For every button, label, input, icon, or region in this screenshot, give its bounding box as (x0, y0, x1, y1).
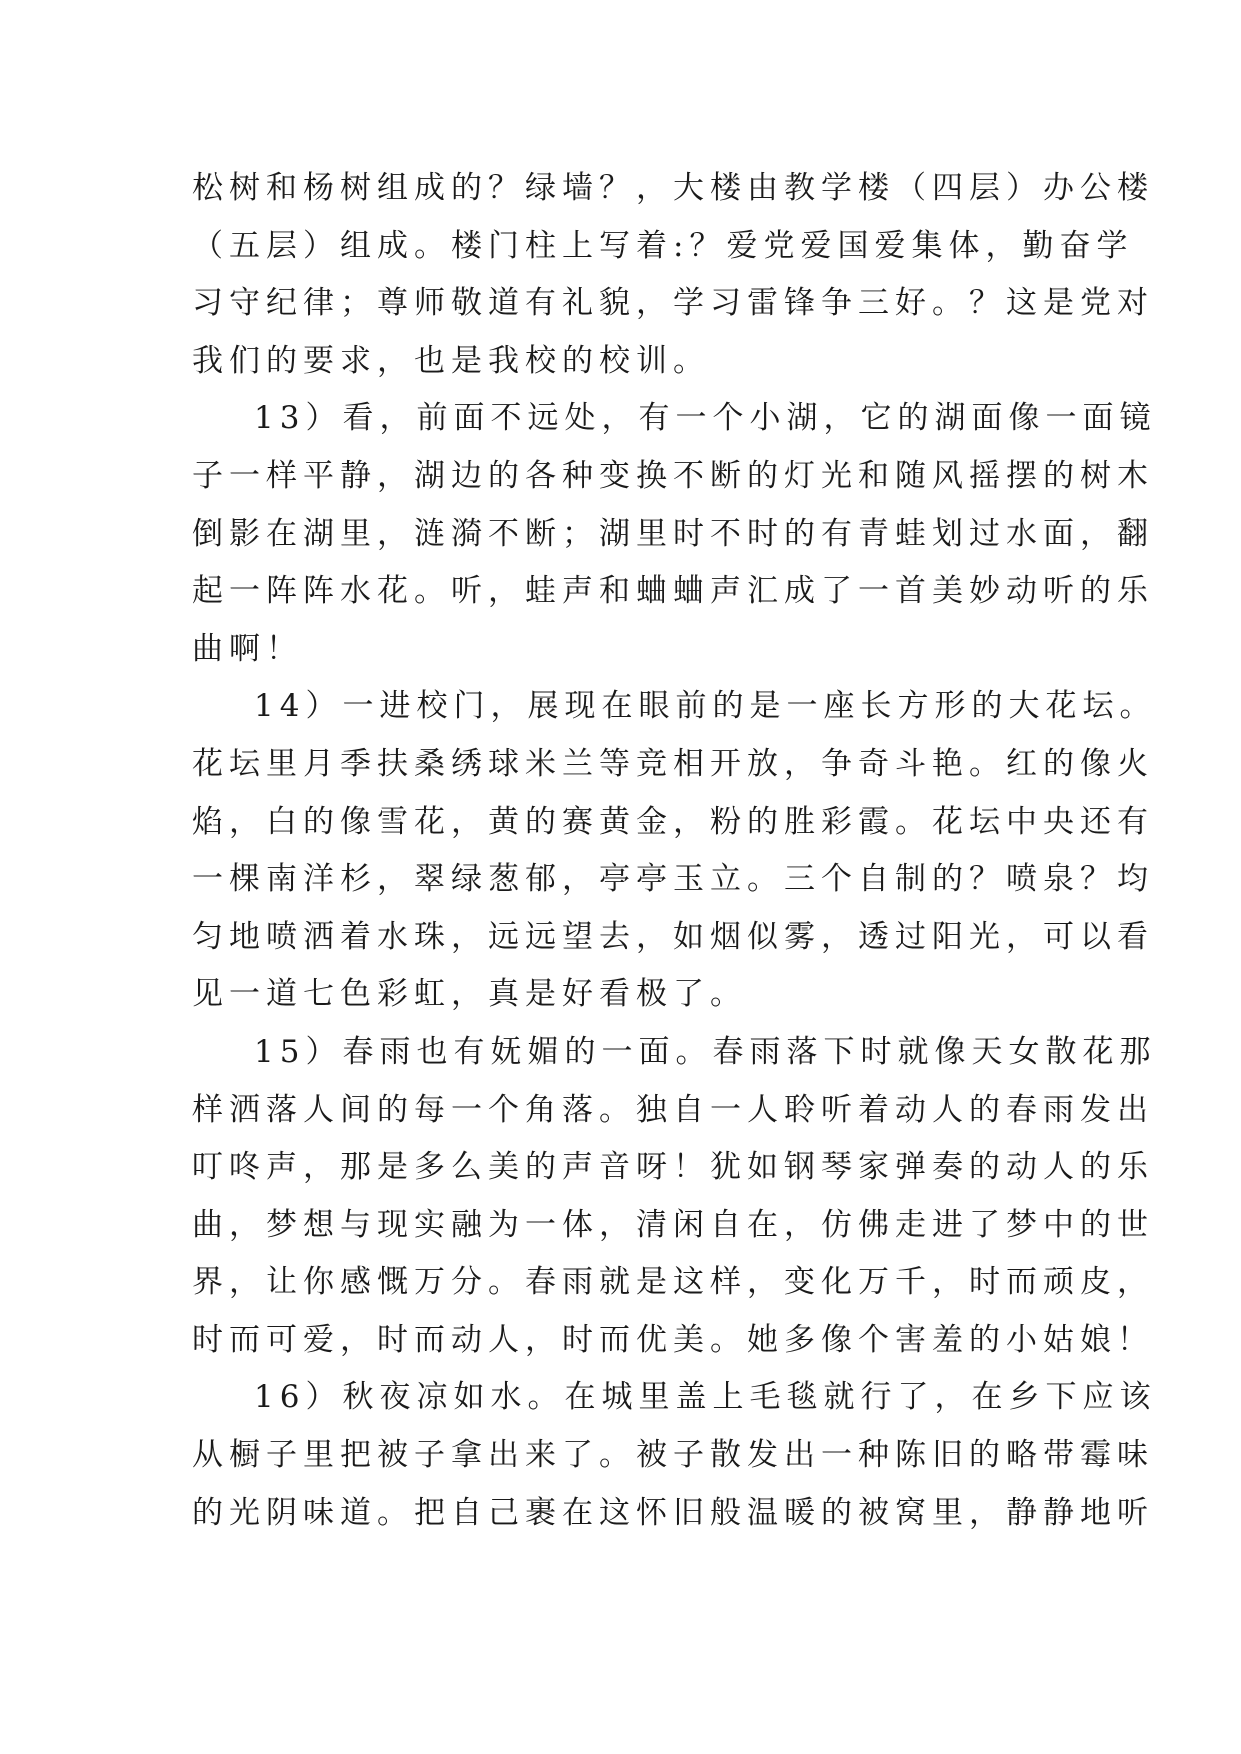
text-line: 从橱子里把被子拿出来了。被子散发出一种陈旧的略带霉味 (192, 1437, 1154, 1474)
text-line: 匀地喷洒着水珠，远远望去，如烟似雾，透过阳光，可以看 (192, 918, 1154, 955)
paragraph-16-first-line: 16）秋夜凉如水。在城里盖上毛毯就行了，在乡下应该 (254, 1379, 1157, 1416)
text-line: 样洒落人间的每一个角落。独自一人聆听着动人的春雨发出 (192, 1091, 1154, 1128)
text-line: 起一阵阵水花。听，蛙声和蛐蛐声汇成了一首美妙动听的乐 (192, 573, 1154, 610)
text-line: （五层）组成。楼门柱上写着:？爱党爱国爱集体，勤奋学 (192, 227, 1134, 264)
text-line: 时而可爱，时而动人，时而优美。她多像个害羞的小姑娘！ (192, 1321, 1154, 1358)
text-line: 的光阴味道。把自己裹在这怀旧般温暖的被窝里，静静地听 (192, 1494, 1154, 1531)
paragraph-14-first-line: 14）一进校门，展现在眼前的是一座长方形的大花坛。 (254, 688, 1157, 725)
text-line: 界，让你感慨万分。春雨就是这样，变化万千，时而顽皮， (192, 1264, 1154, 1301)
text-line: 松树和杨树组成的？绿墙？，大楼由教学楼（四层）办公楼 (192, 170, 1154, 206)
text-line: 曲啊！ (192, 630, 303, 667)
body-text (192, 160, 1157, 1542)
paragraph-15-first-line: 15）春雨也有妩媚的一面。春雨落下时就像天女散花那 (254, 1033, 1157, 1070)
text-line: 曲，梦想与现实融为一体，清闲自在，仿佛走进了梦中的世 (192, 1206, 1154, 1243)
text-line: 子一样平静，湖边的各种变换不断的灯光和随风摇摆的树木 (192, 457, 1154, 494)
text-line: 叮咚声，那是多么美的声音呀！犹如钢琴家弹奏的动人的乐 (192, 1149, 1154, 1186)
text-line: 倒影在湖里，涟漪不断；湖里时不时的有青蛙划过水面，翻 (192, 515, 1154, 552)
text-line: 一棵南洋杉，翠绿葱郁，亭亭玉立。三个自制的？喷泉？均 (192, 861, 1154, 898)
text-line: 花坛里月季扶桑绣球米兰等竞相开放，争奇斗艳。红的像火 (192, 745, 1154, 782)
text-line: 见一道七色彩虹，真是好看极了。 (192, 976, 747, 1013)
paragraph-13-first-line: 13）看，前面不远处，有一个小湖，它的湖面像一面镜 (254, 400, 1157, 437)
text-line: 我们的要求，也是我校的校训。 (192, 342, 710, 379)
text-line: 习守纪律；尊师敬道有礼貌，学习雷锋争三好。？这是党对 (192, 285, 1154, 322)
text-line: 焰，白的像雪花，黄的赛黄金，粉的胜彩霞。花坛中央还有 (192, 803, 1154, 840)
